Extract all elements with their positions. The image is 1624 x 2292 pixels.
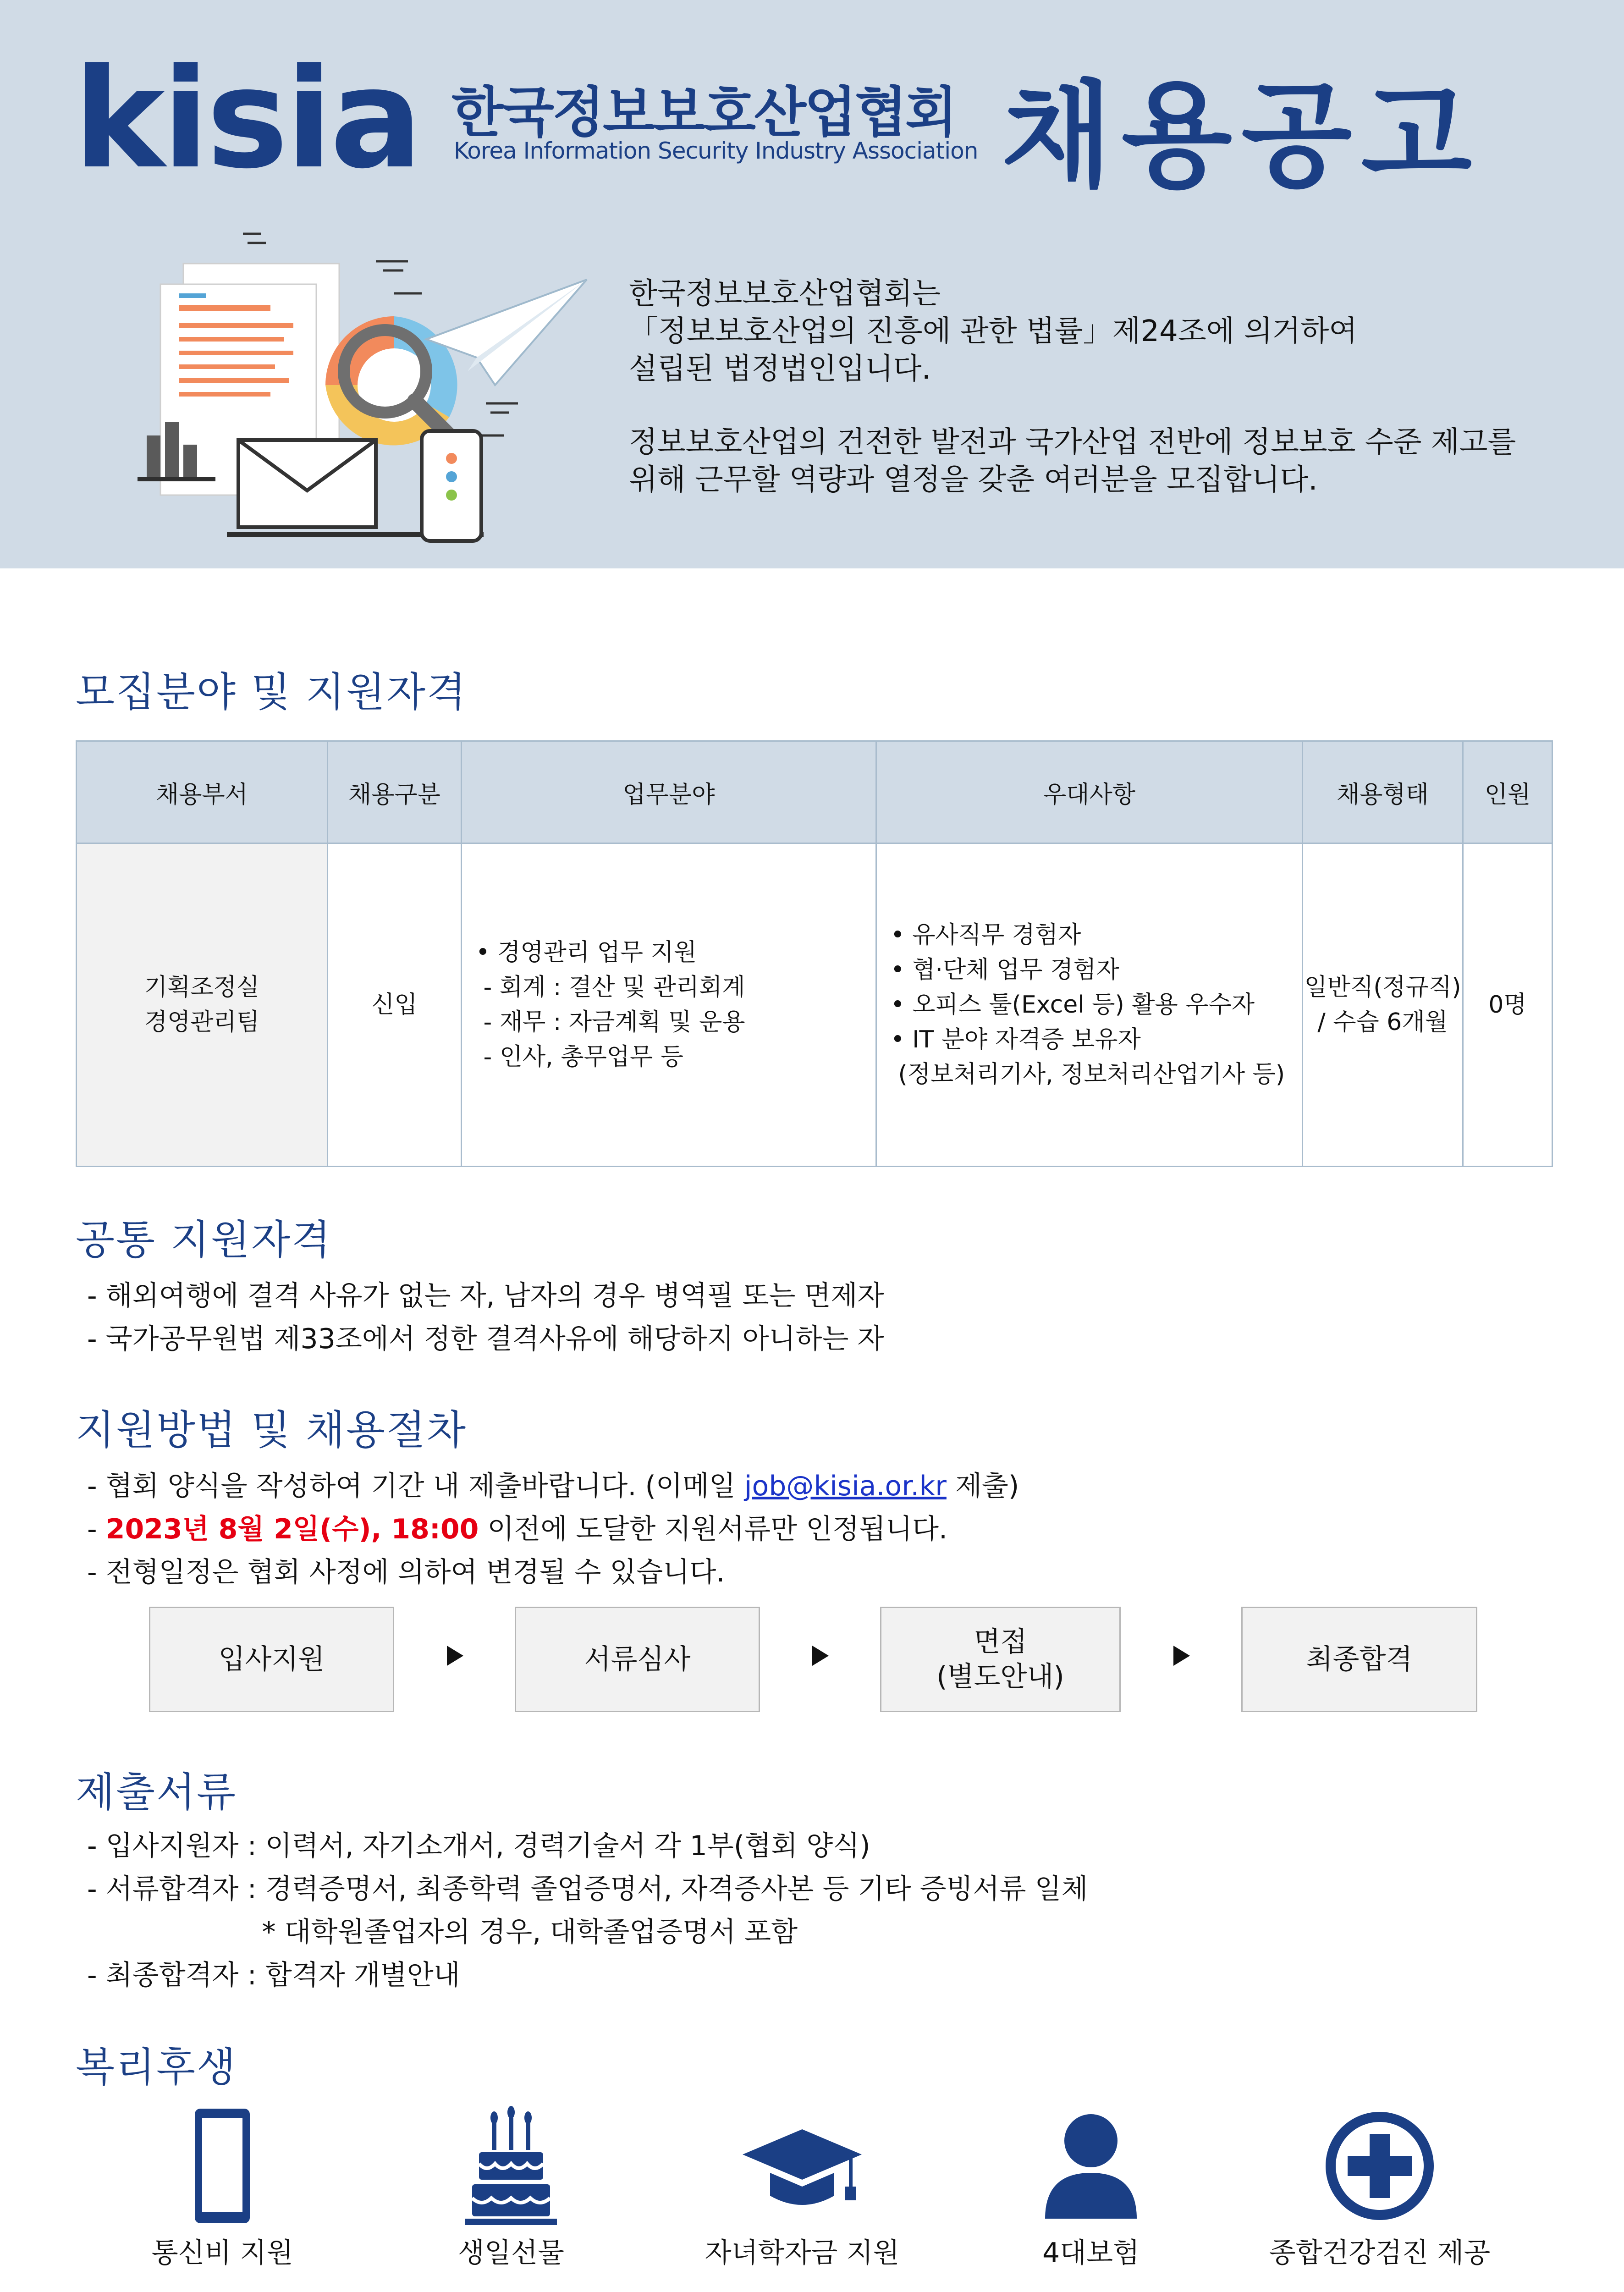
step-label: 면접 — [974, 1626, 1027, 1658]
list-item: - 최종합격자 : 합격자 개별안내 — [87, 1959, 460, 1991]
logo-mark-text: kisia — [73, 39, 420, 199]
duty-line: • 경영관리 업무 지원 — [476, 939, 697, 966]
type-cell: 신입 — [328, 843, 462, 1167]
intro-line: 「정보보호산업의 진흥에 관한 법률」제24조에 의거하여 — [629, 314, 1358, 348]
logo-english-name: Korea Information Security Industry Association — [454, 138, 978, 164]
logo-korean-name: 한국정보보호산업협회 — [451, 81, 956, 144]
list-item: - 전형일정은 협회 사정에 의하여 변경될 수 있습니다. — [87, 1556, 725, 1588]
dept-line: 기획조정실 — [144, 974, 260, 1001]
preferences-cell — [876, 843, 1303, 1167]
graduation-cap-icon — [733, 2104, 871, 2228]
duties-cell — [462, 843, 876, 1167]
employment-line: 일반직(정규직) — [1304, 974, 1461, 1001]
section-title-recruit: 모집분야 및 지원자격 — [76, 668, 468, 716]
table-row — [77, 843, 1552, 1167]
header-banner — [0, 0, 1624, 568]
duty-line: - 재무 : 자금계획 및 운용 — [476, 1008, 745, 1036]
medical-cross-icon — [1320, 2104, 1439, 2228]
arrow-right-icon — [447, 1646, 463, 1666]
intro-line: 정보보호산업의 건전한 발전과 국가산업 전반에 정보보호 수준 제고를 — [629, 425, 1516, 459]
benefit-label: 자녀학자금 지원 — [705, 2237, 900, 2269]
section-title-benefits: 복리후생 — [76, 2044, 237, 2091]
list-item: - 서류합격자 : 경력증명서, 최종학력 졸업증명서, 자격증사본 등 기타 증빙서류 일체 — [87, 1873, 1088, 1905]
process-step-apply — [149, 1607, 394, 1712]
apply-text: - 협회 양식을 작성하여 기간 내 제출바랍니다. (이메일 — [87, 1470, 744, 1502]
dept-cell — [77, 843, 328, 1167]
benefit-label: 4대보험 — [1042, 2237, 1140, 2269]
employment-cell — [1303, 843, 1463, 1167]
step-label: 입사지원 — [218, 1643, 325, 1675]
benefit-label: 생일선물 — [458, 2237, 564, 2269]
benefit-item — [953, 2104, 1228, 2269]
page-title: 채용공고 — [1002, 69, 1481, 203]
step-label: 최종합격 — [1306, 1643, 1413, 1675]
dept-line: 경영관리팀 — [144, 1008, 260, 1036]
preference-line: • IT 분야 자격증 보유자 — [891, 1026, 1141, 1053]
apply-text: - — [87, 1513, 106, 1545]
common-list — [87, 1274, 884, 1361]
document-search-illustration-icon — [128, 220, 600, 550]
intro-line: 설립된 법정법인입니다. — [629, 352, 931, 386]
intro-line: 한국정보보호산업협회는 — [629, 277, 941, 311]
benefit-item — [85, 2104, 360, 2269]
table-header-cell: 인원 — [1463, 741, 1552, 843]
list-item: - 입사지원자 : 이력서, 자기소개서, 경력기술서 각 1부(협회 양식) — [87, 1830, 870, 1862]
list-item: - 해외여행에 결격 사유가 없는 자, 남자의 경우 병역필 또는 면제자 — [87, 1280, 884, 1312]
benefit-item — [665, 2104, 940, 2269]
section-title-common: 공통 지원자격 — [76, 1216, 332, 1263]
table-header-cell: 우대사항 — [876, 741, 1303, 843]
arrow-right-icon — [1173, 1646, 1190, 1666]
benefit-label: 종합건강검진 제공 — [1269, 2237, 1491, 2269]
deadline-text: 2023년 8월 2일(수), 18:00 — [105, 1513, 479, 1545]
arrow-right-icon — [812, 1646, 829, 1666]
table-header-cell: 업무분야 — [462, 741, 876, 843]
section-title-docs: 제출서류 — [76, 1769, 237, 1816]
process-step-interview — [880, 1607, 1121, 1712]
preference-line: (정보처리기사, 정보처리산업기사 등) — [891, 1061, 1285, 1088]
apply-text: 제출) — [946, 1470, 1019, 1502]
docs-list — [87, 1824, 1088, 1997]
phone-icon — [163, 2104, 282, 2228]
table-header-cell: 채용구분 — [328, 741, 462, 843]
preference-line: • 유사직무 경험자 — [891, 921, 1081, 949]
cake-icon — [451, 2104, 571, 2228]
apply-list — [87, 1465, 1019, 1594]
benefit-item — [1242, 2104, 1517, 2269]
employment-line: / 수습 6개월 — [1317, 1008, 1448, 1036]
duty-line: - 회계 : 결산 및 관리회계 — [476, 974, 745, 1001]
list-item — [87, 1465, 1019, 1508]
duty-line: - 인사, 총무업무 등 — [476, 1043, 684, 1071]
benefit-item — [374, 2104, 649, 2269]
table-header-cell: 채용부서 — [77, 741, 328, 843]
recruitment-table — [76, 740, 1553, 1167]
list-item: * 대학원졸업자의 경우, 대학졸업증명서 포함 — [87, 1916, 798, 1948]
headcount-cell: 0명 — [1463, 843, 1552, 1167]
preference-line: • 오피스 툴(Excel 등) 활용 우수자 — [891, 991, 1255, 1019]
intro-text — [629, 275, 1564, 499]
person-icon — [1031, 2104, 1151, 2228]
table-header-row — [77, 741, 1552, 843]
kisia-logo — [73, 39, 420, 199]
intro-line: 위해 근무할 역량과 열정을 갖춘 여러분을 모집합니다. — [629, 463, 1318, 497]
email-link[interactable]: job@kisia.or.kr — [744, 1470, 947, 1502]
preference-line: • 협·단체 업무 경험자 — [891, 956, 1119, 984]
process-step-final — [1241, 1607, 1477, 1712]
step-sublabel: (별도안내) — [936, 1661, 1064, 1693]
step-label: 서류심사 — [584, 1643, 691, 1675]
list-item — [87, 1508, 1019, 1551]
process-step-screening — [515, 1607, 760, 1712]
table-header-cell: 채용형태 — [1303, 741, 1463, 843]
benefit-label: 통신비 지원 — [151, 2237, 293, 2269]
list-item: - 국가공무원법 제33조에서 정한 결격사유에 해당하지 아니하는 자 — [87, 1323, 884, 1355]
apply-text: 이전에 도달한 지원서류만 인정됩니다. — [479, 1513, 948, 1545]
section-title-apply: 지원방법 및 채용절차 — [76, 1406, 468, 1454]
